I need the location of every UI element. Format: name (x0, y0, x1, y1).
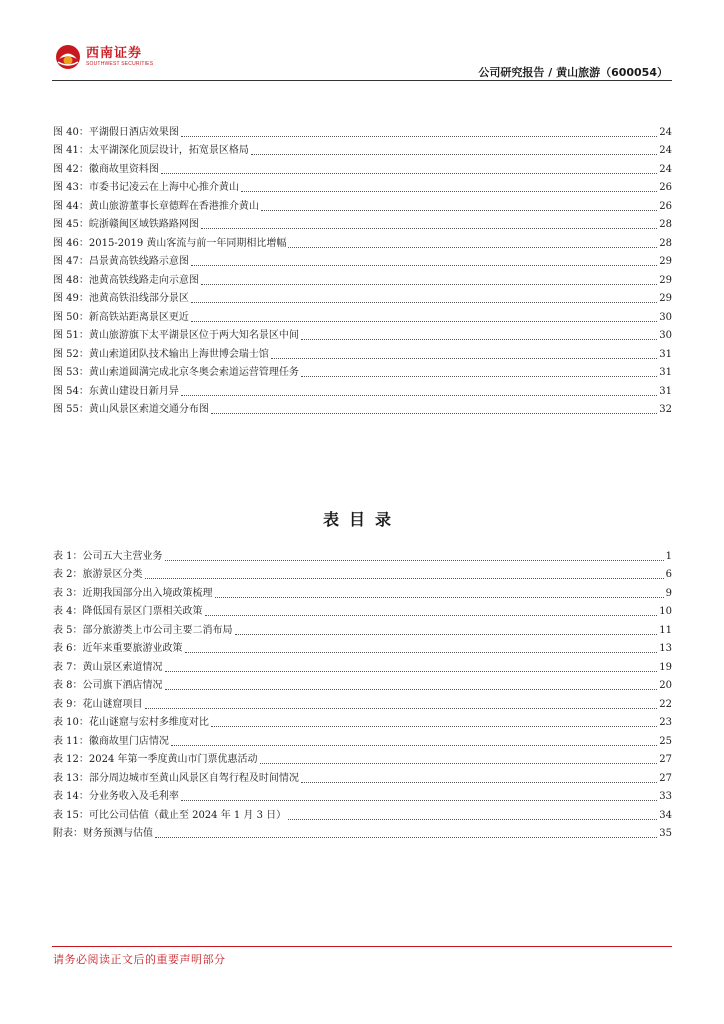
dot-leader (301, 338, 657, 340)
dot-leader (271, 357, 657, 359)
toc-entry-label: 图 46：2015-2019 黄山客流与前一年同期相比增幅 (53, 237, 287, 249)
toc-entry-page: 29 (659, 256, 672, 267)
dot-leader (171, 744, 657, 746)
toc-entry-label: 图 52：黄山索道团队技术输出上海世博会瑞士馆 (53, 348, 269, 360)
toc-entry-page: 24 (659, 163, 672, 175)
toc-entry[interactable] (53, 361, 672, 380)
toc-entry-label: 图 49：池黄高铁沿线部分景区 (53, 293, 189, 304)
brand-logo (55, 44, 153, 70)
toc-entry[interactable] (53, 213, 672, 232)
dot-leader (301, 781, 657, 783)
dot-leader (191, 301, 657, 303)
header-divider (52, 80, 672, 81)
toc-entry[interactable] (53, 194, 672, 213)
toc-entry-page: 34 (659, 809, 672, 821)
toc-entry[interactable] (53, 637, 672, 656)
dot-leader (288, 246, 657, 248)
dot-leader (191, 264, 657, 266)
toc-entry[interactable] (53, 785, 672, 804)
toc-entry[interactable] (53, 711, 672, 730)
toc-entry-label: 图 48：池黄高铁线路走向示意图 (53, 274, 199, 286)
toc-entry-label: 表 3：近期我国部分出入境政策梳理 (53, 587, 213, 599)
toc-entry[interactable] (53, 139, 672, 158)
toc-entry[interactable] (53, 600, 672, 619)
dot-leader (161, 172, 657, 174)
dot-leader (181, 135, 657, 137)
toc-entry-label: 表 4：降低国有景区门票相关政策 (53, 606, 203, 617)
dot-leader (165, 688, 658, 690)
toc-entry[interactable] (53, 618, 672, 637)
toc-entry-page: 29 (659, 274, 672, 286)
dot-leader (205, 614, 658, 616)
dot-leader (211, 412, 657, 414)
toc-entry[interactable] (53, 379, 672, 398)
toc-entry-label: 表 13：部分周边城市至黄山风景区自驾行程及时间情况 (53, 772, 299, 784)
toc-entry[interactable] (53, 674, 672, 693)
brand-name-cn: 西南证券 (86, 45, 143, 61)
toc-entry-label: 表 14：分业务收入及毛利率 (53, 791, 179, 802)
toc-entry[interactable] (53, 287, 672, 306)
toc-entry-page: 28 (659, 237, 672, 249)
toc-entry-label: 图 43：市委书记凌云在上海中心推介黄山 (53, 182, 239, 193)
dot-leader (260, 762, 658, 764)
toc-entry[interactable] (53, 822, 672, 841)
toc-entry-label: 图 55：黄山风景区索道交通分布图 (53, 404, 209, 415)
dot-leader (201, 227, 657, 229)
toc-entry-page: 1 (665, 550, 672, 562)
toc-entry[interactable] (53, 729, 672, 748)
toc-entry[interactable] (53, 655, 672, 674)
table-list-heading: 表目录 (322, 510, 401, 529)
toc-entry[interactable] (53, 692, 672, 711)
dot-leader (251, 153, 657, 155)
toc-entry-page: 27 (659, 754, 672, 765)
toc-entry[interactable] (53, 563, 672, 582)
toc-entry-label: 表 7：黄山景区索道情况 (53, 661, 163, 673)
dot-leader (201, 283, 657, 285)
toc-entry-page: 10 (659, 606, 672, 617)
dot-leader (261, 209, 657, 211)
toc-entry-label: 表 12：2024 年第一季度黄山市门票优惠活动 (53, 754, 258, 765)
toc-entry[interactable] (53, 268, 672, 287)
toc-entry-label: 表 1：公司五大主营业务 (53, 550, 163, 562)
dot-leader (145, 707, 658, 709)
toc-entry-label: 图 50：新高铁站距离景区更近 (53, 311, 189, 323)
toc-entry-label: 表 15：可比公司估值（截止至 2024 年 1 月 3 日） (53, 809, 287, 821)
toc-entry[interactable] (53, 766, 672, 785)
report-title: 公司研究报告 / 黄山旅游（600054） (478, 66, 668, 79)
toc-entry-label: 图 51：黄山旅游旗下太平湖景区位于两大知名景区中间 (53, 330, 299, 341)
toc-entry-label: 图 54：东黄山建设日新月异 (53, 385, 179, 397)
footer-divider (52, 946, 672, 947)
toc-entry[interactable] (53, 398, 672, 417)
dot-leader (301, 375, 657, 377)
toc-entry-label: 表 10：花山谜窟与宏村多维度对比 (53, 717, 209, 728)
toc-entry-page: 35 (659, 828, 672, 839)
toc-entry-label: 附表：财务预测与估值 (53, 828, 153, 839)
dot-leader (181, 394, 657, 396)
toc-entry-page: 22 (659, 698, 672, 710)
dot-leader (215, 596, 664, 598)
toc-entry-page: 24 (659, 126, 672, 138)
toc-entry-label: 图 44：黄山旅游董事长章德辉在香港推介黄山 (53, 200, 259, 212)
dot-leader (288, 818, 657, 820)
toc-entry-page: 26 (659, 200, 672, 212)
toc-entry[interactable] (53, 250, 672, 269)
toc-entry-page: 9 (665, 587, 672, 599)
toc-entry[interactable] (53, 231, 672, 250)
dot-leader (185, 651, 658, 653)
toc-entry-page: 19 (659, 661, 672, 673)
toc-entry[interactable] (53, 324, 672, 343)
table-list (53, 544, 672, 840)
brand-name-en: SOUTHWEST SECURITIES (86, 60, 154, 67)
toc-entry-page: 27 (659, 772, 672, 784)
toc-entry-page: 31 (659, 367, 672, 378)
toc-entry[interactable] (53, 120, 672, 139)
toc-entry-page: 28 (659, 219, 672, 230)
dot-leader (241, 190, 657, 192)
dot-leader (155, 836, 657, 838)
figure-list (53, 120, 672, 416)
toc-entry-page: 32 (659, 404, 672, 415)
toc-entry-label: 表 2：旅游景区分类 (53, 569, 143, 580)
toc-entry-page: 33 (659, 791, 672, 802)
toc-entry[interactable] (53, 305, 672, 324)
page-header (0, 0, 724, 84)
toc-entry-label: 表 8：公司旗下酒店情况 (53, 680, 163, 691)
toc-entry[interactable] (53, 544, 672, 563)
toc-entry-page: 20 (659, 680, 672, 691)
toc-entry-label: 表 6：近年来重要旅游业政策 (53, 643, 183, 654)
brand-logo-icon (55, 44, 81, 70)
dot-leader (165, 670, 658, 672)
toc-entry-page: 25 (659, 735, 672, 747)
toc-entry-page: 30 (659, 330, 672, 341)
toc-entry[interactable] (53, 803, 672, 822)
toc-entry-label: 表 5：部分旅游类上市公司主要二消布局 (53, 624, 233, 636)
toc-entry-label: 图 45：皖浙赣闽区域铁路路网图 (53, 219, 199, 230)
toc-entry-page: 23 (659, 717, 672, 728)
dot-leader (211, 725, 657, 727)
toc-entry[interactable] (53, 748, 672, 767)
toc-entry[interactable] (53, 176, 672, 195)
toc-entry-page: 30 (659, 311, 672, 323)
toc-entry-label: 图 40：平湖假日酒店效果图 (53, 126, 179, 138)
toc-entry-page: 31 (659, 385, 672, 397)
toc-entry-label: 图 42：徽商故里资料图 (53, 163, 159, 175)
toc-entry-page: 26 (659, 182, 672, 193)
toc-entry-page: 13 (659, 643, 672, 654)
toc-entry-page: 6 (665, 569, 672, 580)
disclaimer-notice: 请务必阅读正文后的重要声明部分 (53, 953, 226, 966)
toc-entry-page: 11 (659, 624, 672, 636)
toc-entry-label: 表 11：徽商故里门店情况 (53, 735, 169, 747)
toc-entry[interactable] (53, 581, 672, 600)
dot-leader (165, 559, 664, 561)
toc-entry-page: 31 (659, 348, 672, 360)
toc-entry-label: 图 53：黄山索道圆满完成北京冬奥会索道运营管理任务 (53, 367, 299, 378)
toc-entry-label: 图 47：昌景黄高铁线路示意图 (53, 256, 189, 267)
dot-leader (181, 799, 657, 801)
dot-leader (145, 577, 664, 579)
toc-entry[interactable] (53, 157, 672, 176)
dot-leader (235, 633, 658, 635)
toc-entry-label: 表 9：花山谜窟项目 (53, 698, 143, 710)
dot-leader (191, 320, 657, 322)
toc-entry-page: 29 (659, 293, 672, 304)
toc-entry-label: 图 41：太平湖深化顶层设计，拓宽景区格局 (53, 145, 249, 156)
toc-entry[interactable] (53, 342, 672, 361)
toc-entry-page: 24 (659, 145, 672, 156)
